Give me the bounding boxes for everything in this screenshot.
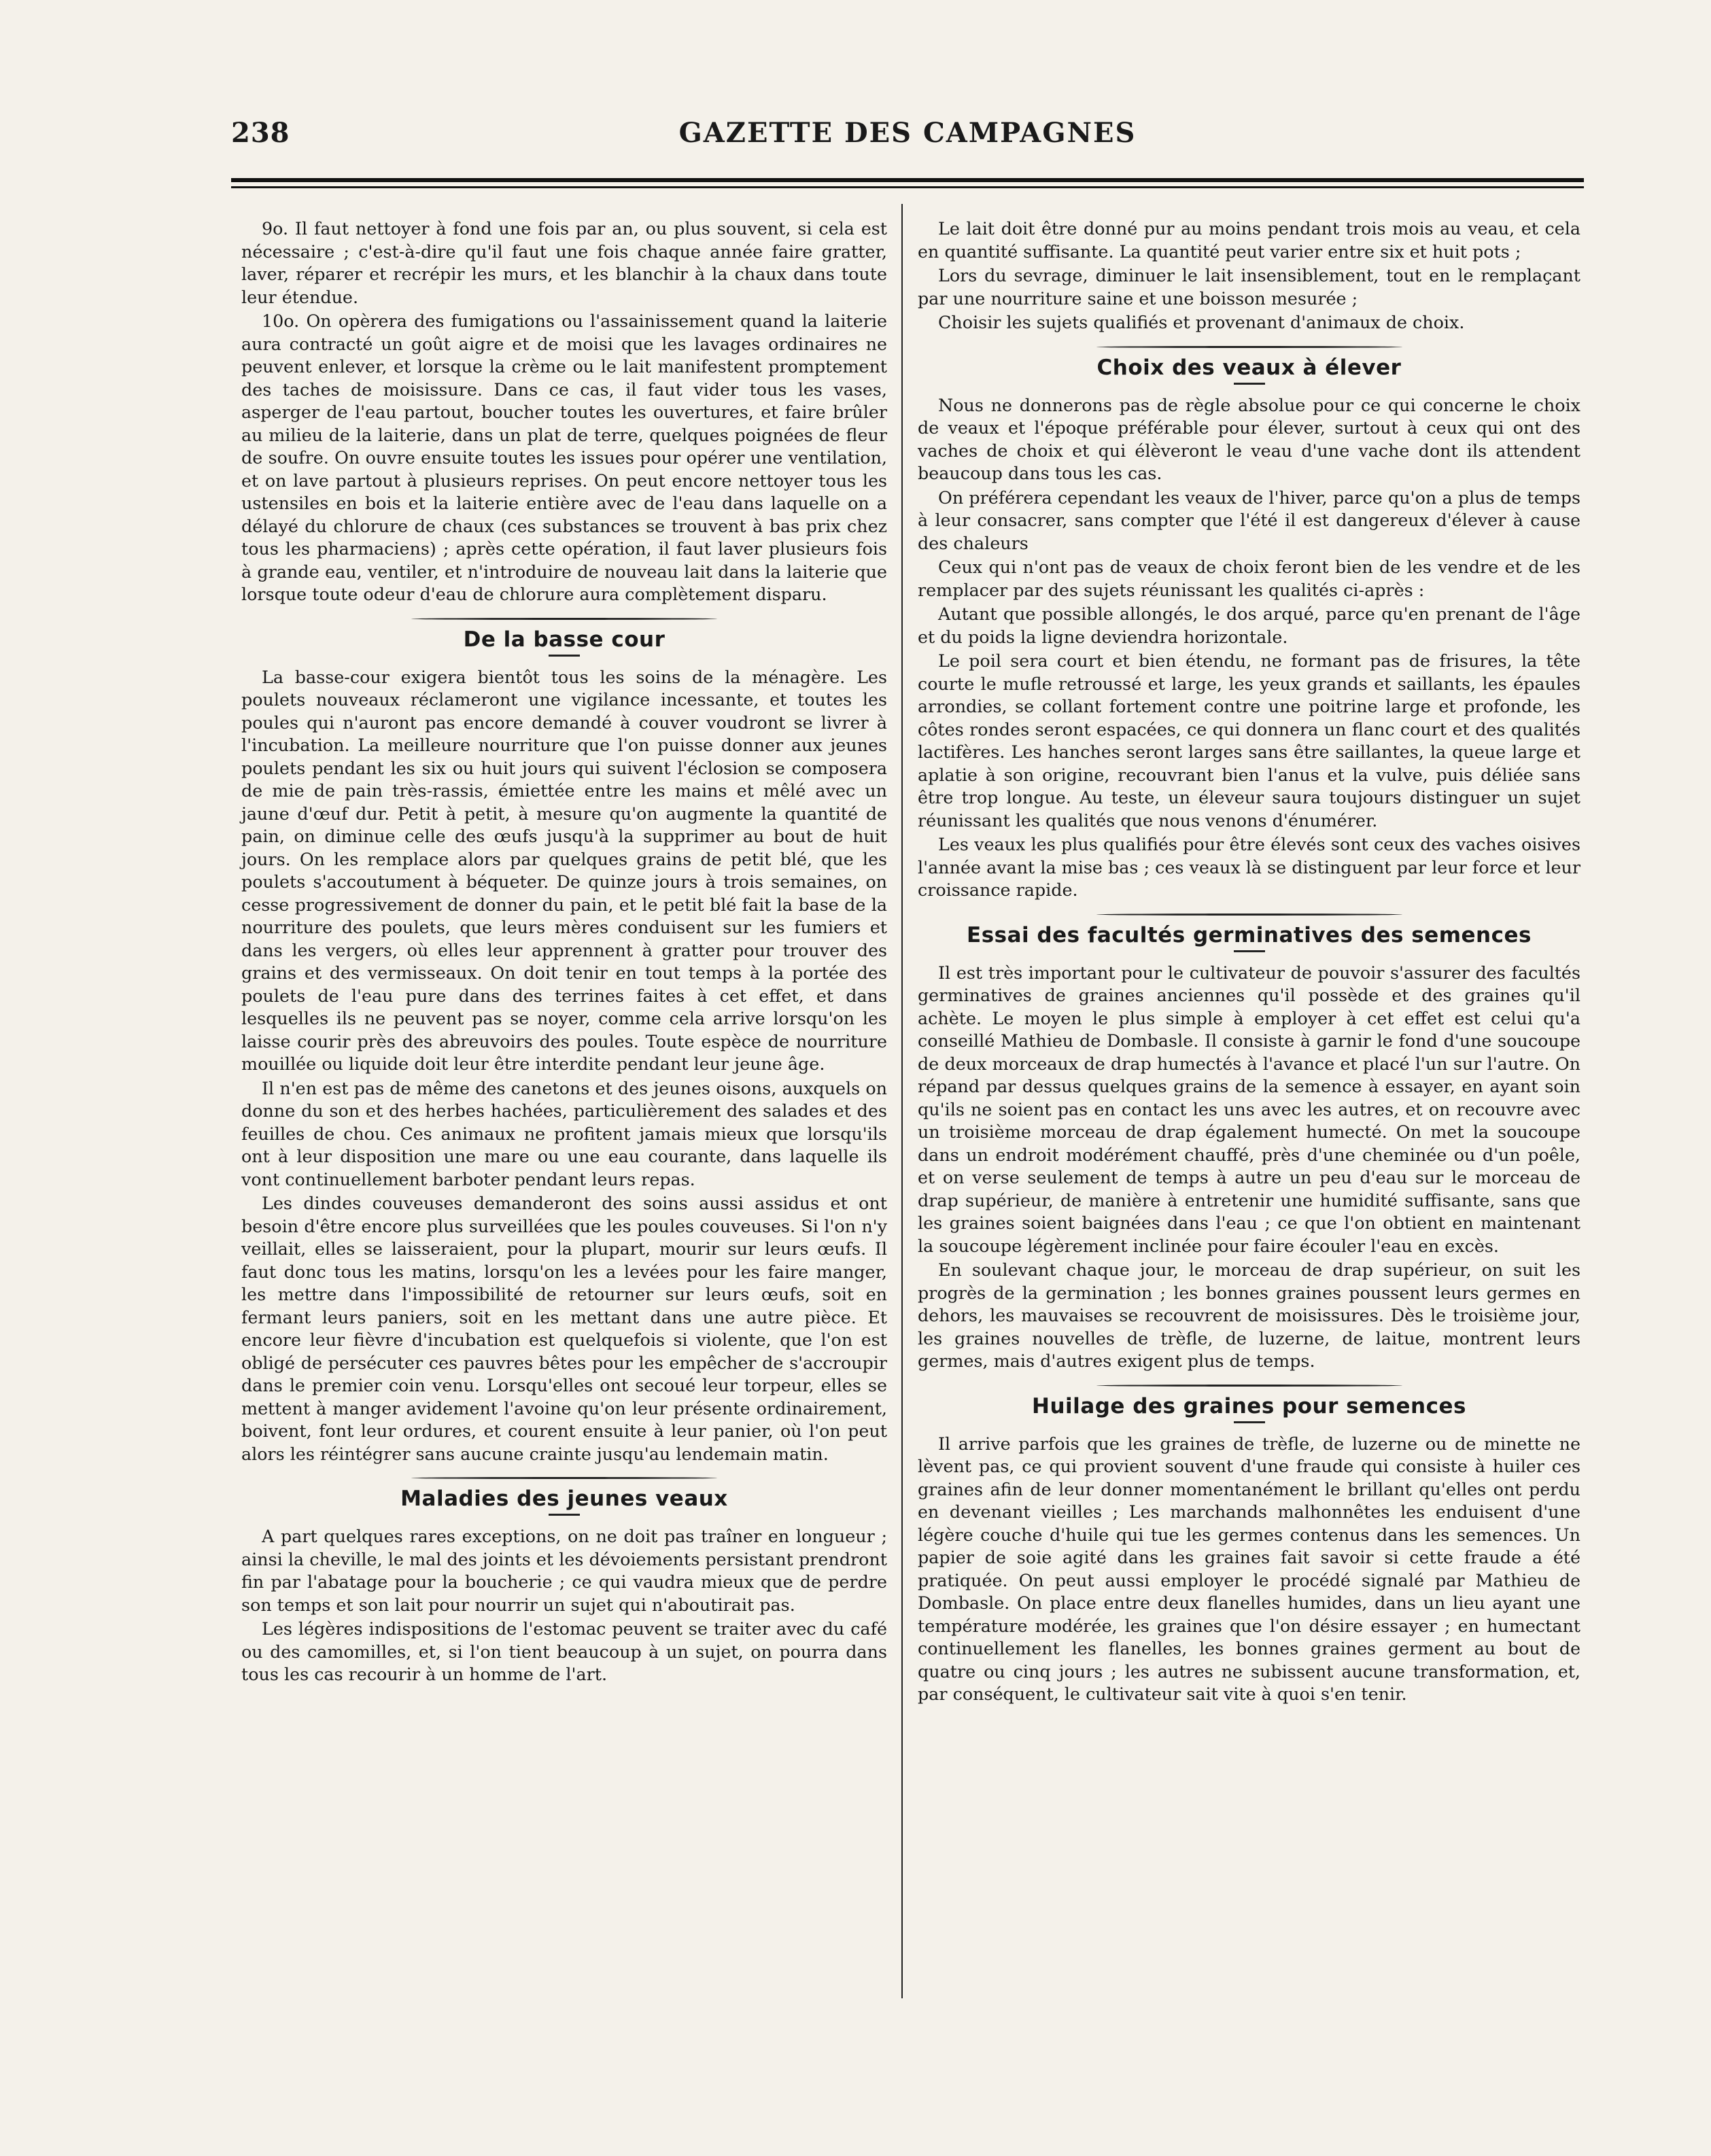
article-paragraph: Ceux qui n'ont pas de veaux de choix feront bien de les vendre et de les remplacer par des sujets réunissant les qualités ci-après : bbox=[918, 557, 1580, 600]
section-heading bbox=[241, 1475, 887, 1516]
running-head: GAZETTE DES CAMPAGNES bbox=[678, 117, 1137, 149]
section-title: De la basse cour bbox=[463, 627, 666, 652]
article-paragraph: En soulevant chaque jour, le morceau de drap supérieur, on suit les progrès de la germination ; les bonnes graines poussent leurs germes en dehors, les mauvaises se recouvrent de moisissures. Dès le troisième jour, les graines nouvelles de trèfle, de luzerne, de laitue, montrent leurs germes, mais d'autres exigent plus de temps. bbox=[918, 1259, 1580, 1371]
article-paragraph: Lors du sevrage, diminuer le lait insensiblement, tout en le remplaçant par une nourriture saine et une boisson mesurée ; bbox=[918, 265, 1580, 309]
section-ornament-rule bbox=[1096, 911, 1402, 918]
section-dash bbox=[1234, 950, 1265, 952]
article-paragraph: Les légères indispositions de l'estomac peuvent se traiter avec du café ou des camomilles, et, si l'on tient beaucoup à un sujet, on pourra dans tous les cas recourir à un homme de l'art. bbox=[241, 1618, 887, 1684]
page-number: 238 bbox=[231, 117, 290, 149]
section-heading bbox=[241, 616, 887, 657]
article-paragraph: Le lait doit être donné pur au moins pendant trois mois au veau, et cela en quantité suffisante. La quantité peut varier entre six et huit pots ; bbox=[918, 218, 1580, 262]
section-ornament-rule bbox=[1096, 344, 1402, 350]
article-paragraph: Il n'en est pas de même des canetons et des jeunes oisons, auxquels on donne du son et des herbes hachées, particulièrement des salades et des feuilles de chou. Ces animaux ne profitent jamais mieux que lorsqu'ils ont à leur disposition une mare ou une eau courante, dans laquelle ils vont continuellement barboter pendant leurs repas. bbox=[241, 1077, 887, 1189]
page-header bbox=[231, 114, 1584, 155]
section-dash bbox=[549, 1514, 580, 1516]
article-paragraph: La basse-cour exigera bientôt tous les soins de la ménagère. Les poulets nouveaux réclameront une vigilance incessante, et toutes les poules qui n'auront pas encore demandé à couver voudront se livrer à l'incubation. La meilleure nourriture que l'on puisse donner aux jeunes poulets pendant les six ou huit jours qui suivent l'éclosion se composera de mie de pain très-rassis, émiettée entre les mains et mêlé avec un jaune d'œuf dur. Petit à petit, à mesure qu'on augmente la quantité de pain, on diminue celle des œufs jusqu'à la supprimer au bout de huit jours. On les remplace alors par quelques grains de petit blé, que les poulets s'accoutument à béqueter. De quinze jours à trois semaines, on cesse progressivement de donner du pain, et le petit blé fait la base de la nourriture des poulets, que leurs mères conduisent sur les fumiers et dans les vergers, où elles leur apprennent à gratter pour trouver des grains et des vermisseaux. On doit tenir en tout temps à la portée des poulets de l'eau pure dans des terrines faites à cet effet, et dans lesquelles ils ne peuvent pas se noyer, comme cela arrive lorsqu'on les laisse courir près des abreuvoirs des poules. Toute espèce de nourriture mouillée ou liquide doit leur être interdite pendant leur jeune âge. bbox=[241, 666, 887, 1074]
column-divider bbox=[901, 204, 903, 1998]
section-ornament-rule bbox=[1096, 1383, 1402, 1389]
section-dash bbox=[1234, 383, 1265, 385]
article-paragraph: Il arrive parfois que les graines de trèfle, de luzerne ou de minette ne lèvent pas, ce qui provient souvent d'une fraude qui consiste à huiler ces graines afin de leur donner momentanément le brillant qu'elles ont perdu en devenant vieilles ; Les marchands malhonnêtes les enduisent d'une légère couche d'huile qui tue les germes contenus dans les semences. Un papier de soie agité dans les graines fait savoir si cette fraude a été pratiquée. On peut aussi employer le procédé signalé par Mathieu de Dombasle. On place entre deux flanelles humides, dans un lieu ayant une température modérée, les graines que l'on désire essayer ; en humectant continuellement les flanelles, les bonnes graines germent au bout de quatre ou cinq jours ; les autres ne subissent aucune transformation, et, par conséquent, le cultivateur sait vite à quoi s'en tenir. bbox=[918, 1433, 1580, 1704]
header-rule-thin bbox=[231, 186, 1584, 188]
left-column bbox=[241, 218, 887, 1688]
right-column bbox=[918, 218, 1580, 1707]
section-heading bbox=[918, 911, 1580, 952]
section-dash bbox=[549, 655, 580, 657]
article-paragraph: Le poil sera court et bien étendu, ne formant pas de frisures, la tête courte le mufle retroussé et large, les yeux grands et saillants, les épaules arrondies, se collant fortement contre une poitrine large et profonde, les côtes rondes seront espacées, ce qui donnera un flanc court et des qualités lactifères. Les hanches seront larges sans être saillantes, la queue large et aplatie à son origine, recouvrant bien l'anus et la vulve, puis déliée sans être trop longue. Au teste, un éleveur saura toujours distinguer un sujet réunissant les qualités que nous venons d'énumérer. bbox=[918, 650, 1580, 831]
section-title: Huilage des graines pour semences bbox=[1032, 1393, 1466, 1419]
section-title: Essai des facultés germinatives des semences bbox=[967, 922, 1532, 947]
article-paragraph: On préférera cependant les veaux de l'hiver, parce qu'on a plus de temps à leur consacrer, sans compter que l'été il est dangereux d'élever à cause des chaleurs bbox=[918, 487, 1580, 553]
article-paragraph: Les veaux les plus qualifiés pour être élevés sont ceux des vaches oisives l'année avant la mise bas ; ces veaux là se distinguent par leur force et leur croissance rapide. bbox=[918, 834, 1580, 900]
section-ornament-rule bbox=[411, 1475, 717, 1481]
article-paragraph: Les dindes couveuses demanderont des soins aussi assidus et ont besoin d'être encore plus surveillées que les poules couveuses. Si l'on n'y veillait, elles se laisseraient, pour la plupart, mourir sur leurs œufs. Il faut donc tous les matins, lorsqu'on les a levées pour les faire manger, les mettre dans l'impossibilité de retourner sur leurs œufs, soit en fermant leurs paniers, soit en les mettant dans une autre pièce. Et encore leur fièvre d'incubation est quelquefois si violente, que l'on est obligé de persécuter ces pauvres bêtes pour les empêcher de s'accroupir dans le premier coin venu. Lorsqu'elles ont secoué leur torpeur, elles se mettent à manger avidement l'avoine qu'on leur présente ordinairement, boivent, font leur ordures, et courent ensuite à leur panier, où l'on peut alors les réintégrer sans aucune crainte jusqu'au lendemain matin. bbox=[241, 1193, 887, 1464]
article-paragraph: Il est très important pour le cultivateur de pouvoir s'assurer des facultés germinatives de graines anciennes qu'il possède et des graines qu'il achète. Le moyen le plus simple à employer à cet effet est celui qu'a conseillé Mathieu de Dombasle. Il consiste à garnir le fond d'une soucoupe de deux morceaux de drap humectés à l'avance et placé l'un sur l'autre. On répand par dessus quelques grains de la semence à essayer, en ayant soin qu'ils ne soient pas en contact les uns avec les autres, et on recouvre avec un troisième morceau de drap également humecté. On met la soucoupe dans un endroit modérément chauffé, près d'une cheminée ou d'un poêle, et on verse seulement de temps à autre un peu d'eau sur le morceau de drap supérieur, de manière à entretenir une humidité suffisante, sans que les graines soient baignées dans l'eau ; ce que l'on obtient en maintenant la soucoupe légèrement inclinée pour faire écouler l'eau en excès. bbox=[918, 962, 1580, 1256]
article-paragraph: Nous ne donnerons pas de règle absolue pour ce qui concerne le choix de veaux et l'époque préférable pour élever, surtout à ceux qui ont des vaches de choix et qui élèveront le veau d'une vache dont ils attendent beaucoup dans tous les cas. bbox=[918, 394, 1580, 483]
article-paragraph: 10o. On opèrera des fumigations ou l'assainissement quand la laiterie aura contracté un goût aigre et de moisi que les lavages ordinaires ne peuvent enlever, et lorsque la crème ou le lait manifestent promptement des taches de moisissure. Dans ce cas, il faut vider tous les vases, asperger de l'eau partout, boucher toutes les ouvertures, et faire brûler au milieu de la laiterie, dans un plat de terre, quelques poignées de fleur de soufre. On ouvre ensuite toutes les issues pour opérer une ventilation, et on lave partout à plusieurs reprises. On peut encore nettoyer tous les ustensiles en bois et la laiterie entière avec de l'eau dans laquelle on a délayé du chlorure de chaux (ces substances se trouvent à bas prix chez tous les pharmaciens) ; après cette opération, il faut laver plusieurs fois à grande eau, ventiler, et n'introduire de nouveau lait dans la laiterie que lorsque toute odeur d'eau de chlorure aura complètement disparu. bbox=[241, 311, 887, 604]
section-ornament-rule bbox=[411, 616, 717, 622]
section-heading bbox=[918, 344, 1580, 385]
section-heading bbox=[918, 1383, 1580, 1423]
article-paragraph: Choisir les sujets qualifiés et provenant d'animaux de choix. bbox=[938, 312, 1465, 332]
article-paragraph: 9o. Il faut nettoyer à fond une fois par an, ou plus souvent, si cela est nécessaire ; c'est-à-dire qu'il faut une fois chaque année faire gratter, laver, réparer et recrépir les murs, et les blanchir à la chaux dans toute leur étendue. bbox=[241, 218, 887, 307]
article-paragraph: A part quelques rares exceptions, on ne doit pas traîner en longueur ; ainsi la cheville, le mal des joints et les dévoiements persistant prendront fin par l'abatage pour la boucherie ; ce qui vaudra mieux que de perdre son temps et son lait pour nourrir un sujet qui n'aboutirait pas. bbox=[241, 1526, 887, 1615]
section-dash bbox=[1234, 1421, 1265, 1423]
section-title: Maladies des jeunes veaux bbox=[400, 1486, 728, 1511]
header-rule-thick bbox=[231, 178, 1584, 182]
article-paragraph: Autant que possible allongés, le dos arqué, parce qu'en prenant de l'âge et du poids la ligne deviendra horizontale. bbox=[918, 604, 1580, 647]
section-title: Choix des veaux à élever bbox=[1096, 355, 1402, 380]
